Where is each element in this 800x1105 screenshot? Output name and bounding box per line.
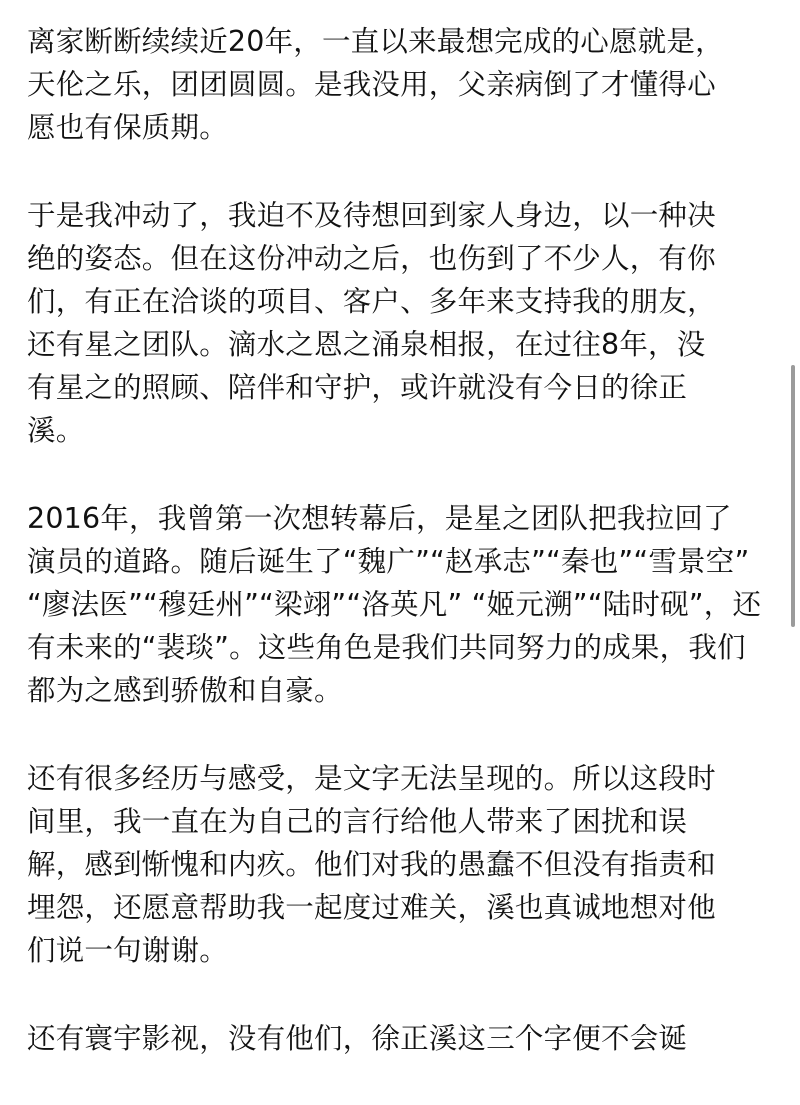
text-line: 们说一句谢谢。 (27, 934, 228, 967)
paragraph-2 (27, 194, 772, 452)
text-line: 解，感到惭愧和内疚。他们对我的愚蠢不但没有指责和 (27, 848, 716, 881)
text-line: 于是我冲动了，我迫不及待想回到家人身边，以一种决 (27, 199, 716, 232)
text-line: 还有很多经历与感受，是文字无法呈现的。所以这段时 (27, 762, 716, 795)
text-line: 2016年，我曾第一次想转幕后，是星之团队把我拉回了 (27, 502, 732, 535)
text-line: 们，有正在洽谈的项目、客户、多年来支持我的朋友， (27, 285, 716, 318)
text-line: 绝的姿态。但在这份冲动之后，也伤到了不少人，有你 (27, 242, 716, 275)
text-line: 有未来的“裴琰”。这些角色是我们共同努力的成果，我们 (27, 631, 746, 664)
text-line: 离家断断续续近20年，一直以来最想完成的心愿就是， (27, 25, 724, 58)
text-line: 埋怨，还愿意帮助我一起度过难关，溪也真诚地想对他 (27, 891, 716, 924)
paragraph-1 (27, 20, 772, 149)
paragraph-3 (27, 497, 772, 712)
text-line: 天伦之乐，团团圆圆。是我没用，父亲病倒了才懂得心 (27, 68, 716, 101)
text-line: 愿也有保质期。 (27, 111, 228, 144)
text-line: 间里，我一直在为自己的言行给他人带来了困扰和误 (27, 805, 688, 838)
text-line: “廖法医”“穆廷州”“梁翊”“洛英凡” “姬元溯”“陆时砚”，还 (27, 588, 762, 621)
vertical-scrollbar[interactable] (791, 365, 795, 627)
text-line: 溪。 (27, 414, 85, 447)
text-line: 都为之感到骄傲和自豪。 (27, 674, 343, 707)
document-body (27, 20, 772, 1105)
paragraph-4 (27, 757, 772, 972)
text-line: 还有寰宇影视，没有他们，徐正溪这三个字便不会诞 (27, 1022, 688, 1055)
text-line: 演员的道路。随后诞生了“魏广”“赵承志”“秦也”“雪景空” (27, 545, 750, 578)
text-line: 还有星之团队。滴水之恩之涌泉相报，在过往8年，没 (27, 328, 706, 361)
text-line: 有星之的照顾、陪伴和守护，或许就没有今日的徐正 (27, 371, 688, 404)
